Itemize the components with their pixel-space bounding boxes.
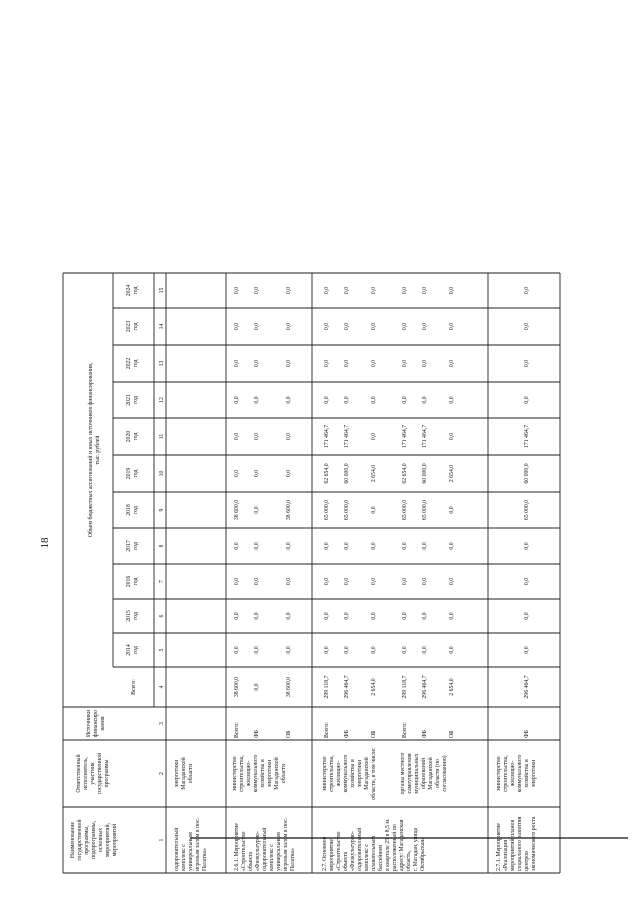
table-content — [39, 273, 560, 873]
amount-value: 0,0 — [286, 542, 292, 550]
header-year: год — [133, 646, 139, 654]
amount-value: 0,0 — [524, 646, 530, 654]
amount-value: 0,0 — [234, 322, 240, 331]
header-year: год — [133, 286, 139, 295]
amount-value: 60 000,0 — [344, 463, 350, 484]
amount-value: 38 600,0 — [286, 499, 292, 521]
row-name: комплекс с — [181, 844, 187, 871]
amount-value: 0,0 — [344, 646, 350, 654]
amount-value: 171 464,7 — [344, 424, 350, 449]
row-name: игровым залом в пос. — [195, 817, 201, 871]
amount-value: 171 464,7 — [422, 424, 428, 449]
amount-value: 38 600,0 — [286, 676, 292, 698]
amount-value: 0,0 — [524, 612, 530, 620]
amount-value: 0,0 — [324, 322, 330, 331]
funding-source-label: ФБ — [254, 730, 260, 738]
amount-value: 60 000,0 — [524, 463, 530, 484]
amount-value: 0,0 — [422, 322, 428, 331]
row-responsible-secondary: самоуправления — [407, 753, 413, 794]
header-responsible: программы — [104, 759, 110, 788]
amount-value: 0,0 — [286, 646, 292, 654]
amount-value: 0,0 — [371, 396, 377, 404]
amount-value: 0,0 — [324, 286, 330, 295]
amount-value: 62 654,0 — [402, 463, 408, 484]
header-responsible: участник — [90, 762, 96, 785]
amount-value: 0,0 — [402, 359, 408, 368]
header-year: год — [133, 469, 139, 478]
amount-value: 0,0 — [402, 396, 408, 404]
header-year: 2024 — [126, 284, 132, 297]
header-year: 2016 — [126, 575, 132, 588]
amount-value: 0,0 — [524, 542, 530, 550]
amount-value: 0,0 — [286, 469, 292, 478]
row-responsible: области — [188, 763, 194, 784]
amount-value: 0,0 — [234, 396, 240, 404]
row-name: плавательным — [371, 836, 377, 871]
amount-value: 0,0 — [254, 322, 260, 331]
header-year: год — [133, 612, 139, 620]
amount-value: 0,0 — [371, 506, 377, 514]
amount-value: 0,0 — [234, 286, 240, 295]
row-responsible-secondary: области (по — [435, 759, 441, 788]
amount-value: 0,0 — [254, 577, 260, 586]
amount-value: 0,0 — [286, 359, 292, 368]
row-responsible: министерство — [496, 756, 502, 791]
amount-value: 0,0 — [402, 612, 408, 620]
amount-value: 0,0 — [286, 396, 292, 404]
row-responsible-secondary: согласованию) — [442, 755, 448, 792]
amount-value: 0,0 — [449, 577, 455, 586]
header-column-number: 9 — [159, 508, 165, 512]
amount-value: 0,0 — [324, 396, 330, 404]
header-program-name: мероприятий, — [105, 823, 111, 857]
header-column-number: 8 — [159, 544, 165, 548]
amount-value: 0,0 — [344, 359, 350, 368]
amount-value: 65 000,0 — [324, 499, 330, 521]
amount-value: 0,0 — [449, 542, 455, 550]
amount-value: 2 654,0 — [371, 464, 377, 483]
row-responsible: энергетики — [531, 759, 537, 788]
row-name: оздоровительный — [357, 827, 363, 871]
row-name: оздоровительный — [174, 827, 180, 871]
amount-value: 0,0 — [449, 286, 455, 295]
row-responsible: строительства, — [329, 755, 335, 792]
amount-value: 0,0 — [254, 432, 260, 441]
header-year: год — [133, 542, 139, 550]
amount-value: 171 464,7 — [324, 424, 330, 449]
row-name: универсальным — [188, 832, 194, 871]
header-year: год — [133, 432, 139, 441]
header-year: Всего: — [131, 679, 137, 695]
row-responsible: строительства, — [503, 755, 509, 792]
funding-source-label: Всего: — [402, 722, 408, 738]
amount-value: 62 654,0 — [324, 463, 330, 484]
header-year: 2018 — [126, 504, 132, 516]
amount-value: 0,0 — [234, 612, 240, 620]
amount-value: 0,0 — [324, 612, 330, 620]
amount-value: 0,0 — [234, 646, 240, 654]
row-responsible-secondary: органы местного — [400, 752, 406, 795]
amount-value: 0,0 — [371, 286, 377, 295]
header-year: год — [133, 396, 139, 404]
row-name: Октябрьская» — [420, 837, 426, 871]
amount-value: 0,0 — [234, 577, 240, 586]
funding-source-label: ОБ — [286, 730, 292, 738]
row-responsible: жилищно- — [246, 760, 252, 787]
row-responsible-secondary: Магаданской — [428, 757, 434, 790]
row-name: область, — [406, 850, 412, 871]
header-funding-source: Источники — [86, 709, 92, 738]
amount-value: 0,0 — [371, 612, 377, 620]
row-name: «Физкультурно- — [350, 831, 356, 871]
amount-value: 296 464,7 — [344, 675, 350, 699]
header-column-number: 12 — [159, 397, 165, 403]
header-column-number: 6 — [159, 614, 165, 618]
row-responsible: жилищно- — [510, 760, 516, 787]
header-program-name: Наименование — [70, 821, 76, 859]
amount-value: 171 464,7 — [402, 424, 408, 449]
amount-value: 0,0 — [286, 432, 292, 441]
amount-value: 0,0 — [449, 359, 455, 368]
amount-value: 0,0 — [524, 577, 530, 586]
row-responsible-secondary: муниципальных — [414, 753, 420, 794]
row-name: «Строительство — [336, 831, 342, 871]
amount-value: 0,0 — [524, 396, 530, 404]
amount-value: 0,0 — [234, 432, 240, 441]
row-responsible: энергетики — [267, 759, 273, 788]
amount-value: 2 654,0 — [449, 678, 455, 696]
amount-value: 296 464,7 — [422, 675, 428, 699]
row-responsible: коммунального — [343, 754, 349, 793]
row-name: 2.7.1. Мероприятие — [496, 823, 502, 871]
amount-value: 0,0 — [324, 542, 330, 550]
header-year: 2021 — [126, 394, 132, 406]
header-column-number: 7 — [159, 580, 165, 583]
row-name: мероприятие — [329, 838, 335, 871]
header-responsible: Ответственный — [76, 754, 82, 793]
amount-value: 0,0 — [344, 286, 350, 295]
header-program-name: мероприятий — [112, 823, 118, 857]
row-responsible: министерство — [322, 756, 328, 791]
header-responsible: исполнитель, — [83, 757, 89, 790]
row-name: универсальным — [276, 832, 282, 871]
amount-value: 0,0 — [234, 469, 240, 478]
funding-source-label: Всего: — [324, 722, 330, 738]
header-funding-source: финансиро — [93, 709, 99, 738]
amount-value: 0,0 — [254, 286, 260, 295]
row-name: социального развития — [517, 816, 523, 871]
amount-value: 0,0 — [449, 322, 455, 331]
amount-value: 0,0 — [286, 577, 292, 586]
row-responsible-secondary: образований — [421, 757, 427, 790]
amount-value: 65 000,0 — [344, 499, 350, 521]
row-name: 2.6.1. Мероприятие — [234, 823, 240, 871]
header-column-number: 3 — [159, 722, 165, 725]
row-name: игровым залом в пос. — [283, 817, 289, 871]
amount-value: 0,0 — [254, 506, 260, 514]
amount-value: 0,0 — [286, 612, 292, 620]
row-name: расположенный по — [392, 824, 398, 871]
row-name: «Физкультурно- — [255, 831, 261, 871]
row-name: центров — [524, 851, 530, 871]
amount-value: 0,0 — [422, 577, 428, 586]
amount-value: 0,0 — [234, 359, 240, 368]
amount-value: 0,0 — [344, 612, 350, 620]
header-column-number: 4 — [159, 685, 165, 689]
amount-value: 0,0 — [402, 286, 408, 295]
row-responsible: хозяйства и — [524, 759, 530, 788]
funding-source-label: ФБ — [422, 730, 428, 738]
amount-value: 0,0 — [324, 646, 330, 654]
header-year: год — [133, 506, 139, 514]
row-name: в квартале 25 в 8,5 м. — [385, 818, 391, 871]
amount-value: 0,0 — [254, 646, 260, 654]
header-year: 2022 — [126, 357, 132, 370]
amount-value: 65 000,0 — [524, 499, 530, 521]
page-number: 18 — [39, 537, 51, 549]
row-name: г. Магадан, улица — [413, 827, 419, 871]
amount-value: 0,0 — [344, 577, 350, 586]
amount-value: 296 464,7 — [524, 675, 530, 699]
row-responsible: хозяйства и — [260, 759, 266, 788]
header-column-number: 15 — [159, 287, 165, 294]
funding-source-label: ОБ — [449, 730, 455, 738]
row-responsible: строительства, — [239, 755, 245, 792]
amount-value: 0,0 — [371, 646, 377, 654]
row-responsible: Магаданской — [274, 757, 280, 790]
amount-value: 0,0 — [402, 577, 408, 586]
row-name: комплекс с — [364, 844, 370, 871]
header-program-name: основных — [98, 827, 104, 853]
amount-value: 0,0 — [449, 506, 455, 514]
header-program-name: государственной — [77, 819, 83, 861]
amount-value: 0,0 — [422, 542, 428, 550]
header-year: 2014 — [126, 644, 132, 656]
amount-value: 0,0 — [344, 322, 350, 331]
amount-value: 0,0 — [449, 432, 455, 441]
amount-value: 0,0 — [449, 646, 455, 654]
header-year: 2019 — [126, 467, 132, 480]
header-budget-volume: тыс. рублей — [95, 435, 101, 465]
header-column-number: 11 — [159, 433, 165, 440]
amount-value: 0,0 — [324, 359, 330, 368]
amount-value: 0,0 — [402, 322, 408, 331]
row-responsible: области — [281, 763, 287, 784]
row-name: оздоровительный — [262, 827, 268, 871]
row-name: экономического роста — [531, 816, 537, 871]
header-year: год — [133, 359, 139, 368]
amount-value: 0,0 — [254, 396, 260, 404]
funding-source-label: Всего: — [234, 722, 240, 738]
row-name: мероприятий планов — [510, 819, 516, 871]
header-funding-source: вания — [100, 716, 106, 731]
amount-value: 0,0 — [371, 322, 377, 331]
row-name: бассейном — [378, 845, 384, 871]
row-name: объекта — [343, 851, 349, 871]
amount-value: 65 000,0 — [402, 499, 408, 521]
amount-value: 0,0 — [344, 542, 350, 550]
amount-value: 0,0 — [422, 359, 428, 368]
header-year: год — [133, 322, 139, 331]
row-name: адресу: Магаданская — [399, 819, 405, 871]
header-budget-volume: Объем бюджетных ассигнований и иных источников финансирования, — [88, 362, 94, 538]
header-year: год — [133, 577, 139, 586]
amount-value: 0,0 — [449, 396, 455, 404]
funding-source-label: ОБ — [371, 730, 377, 738]
amount-value: 0,0 — [422, 286, 428, 295]
row-responsible: области, в том числе: — [371, 747, 377, 800]
amount-value: 0,0 — [324, 577, 330, 586]
header-column-number: 1 — [159, 838, 165, 842]
amount-value: 0,0 — [254, 469, 260, 478]
row-responsible: Магаданской — [181, 757, 187, 790]
header-year: 2020 — [126, 430, 132, 443]
amount-value: 60 000,0 — [422, 463, 428, 484]
amount-value: 0,0 — [371, 577, 377, 586]
amount-value: 0,0 — [524, 359, 530, 368]
header-column-number: 2 — [159, 772, 165, 775]
amount-value: 0,0 — [254, 542, 260, 550]
amount-value: 2 654,0 — [371, 678, 377, 696]
amount-value: 38 600,0 — [234, 499, 240, 521]
amount-value: 65 000,0 — [422, 499, 428, 521]
amount-value: 0,0 — [254, 359, 260, 368]
row-responsible: энергетики — [174, 759, 180, 788]
amount-value: 171 464,7 — [524, 424, 530, 449]
row-name: 2.7. Основное — [322, 836, 328, 871]
funding-source-label: ФБ — [344, 730, 350, 738]
header-program-name: программы, — [84, 825, 90, 855]
amount-value: 0,0 — [371, 359, 377, 368]
amount-value: 0,0 — [344, 396, 350, 404]
row-name: комплекс с — [269, 844, 275, 871]
funding-source-label: ФБ — [524, 730, 530, 738]
amount-value: 0,0 — [524, 286, 530, 295]
amount-value: 0,0 — [286, 322, 292, 331]
row-responsible: энергетики — [357, 759, 363, 788]
amount-value: 299 118,7 — [324, 675, 330, 699]
amount-value: 0,0 — [234, 542, 240, 550]
header-program-name: подпрограммы, — [91, 820, 97, 860]
row-name: Палатка» — [202, 848, 208, 871]
amount-value: 0,0 — [422, 646, 428, 654]
amount-value: 0,0 — [402, 646, 408, 654]
row-responsible: коммунального — [517, 754, 523, 793]
amount-value: 0,0 — [371, 432, 377, 441]
amount-value: 0,0 — [402, 542, 408, 550]
header-column-number: 13 — [159, 360, 165, 367]
row-name: «Строительство — [241, 831, 247, 871]
amount-value: 299 118,7 — [402, 675, 408, 699]
row-responsible: коммунального — [253, 754, 259, 793]
row-responsible: Магаданской — [364, 757, 370, 790]
amount-value: 38 600,0 — [234, 676, 240, 698]
row-responsible: министерство — [232, 756, 238, 791]
amount-value: 0,0 — [254, 612, 260, 620]
header-column-number: 5 — [159, 648, 165, 652]
header-year: 2015 — [126, 610, 132, 622]
row-name: объекта — [248, 851, 254, 871]
amount-value: 0,0 — [449, 612, 455, 620]
row-name: «Реализация — [503, 839, 509, 871]
amount-value: 2 654,0 — [449, 464, 455, 483]
row-name: Палатка» — [290, 848, 296, 871]
header-year: 2017 — [126, 540, 132, 552]
header-column-number: 10 — [159, 470, 165, 477]
header-column-number: 14 — [159, 323, 165, 330]
header-year: 2023 — [126, 320, 132, 333]
amount-value: 0,0 — [254, 683, 260, 691]
row-responsible: хозяйства и — [350, 759, 356, 788]
amount-value: 0,0 — [422, 612, 428, 620]
amount-value: 0,0 — [371, 542, 377, 550]
amount-value: 0,0 — [286, 286, 292, 295]
amount-value: 0,0 — [422, 396, 428, 404]
row-responsible: жилищно- — [336, 760, 342, 787]
amount-value: 0,0 — [524, 322, 530, 331]
header-responsible: государственной — [97, 752, 103, 795]
